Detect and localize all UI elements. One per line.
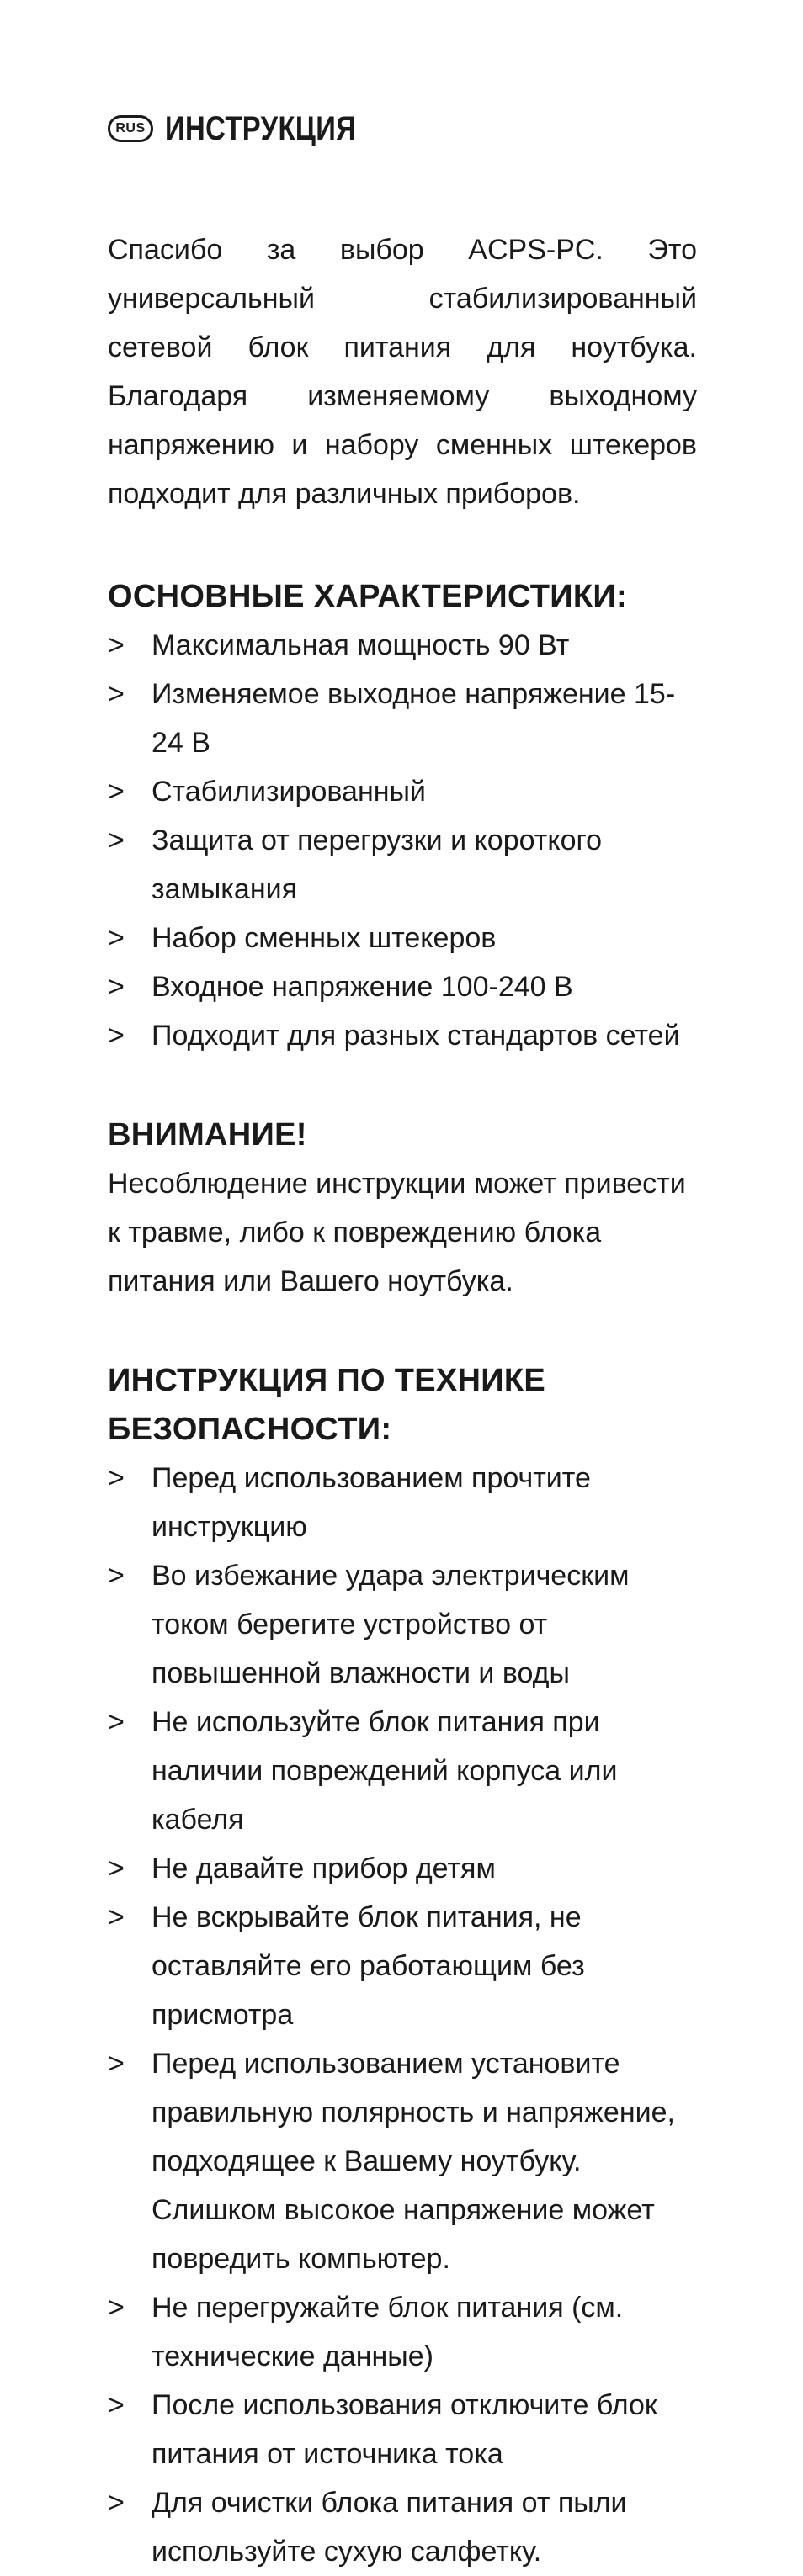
safety-text: Перед использованием прочтите инструкцию bbox=[152, 1462, 591, 1543]
safety-item bbox=[108, 2381, 697, 2478]
safety-item bbox=[108, 1844, 697, 1893]
feature-item bbox=[108, 914, 697, 962]
feature-item bbox=[108, 767, 697, 816]
bullet-marker: > bbox=[108, 629, 125, 661]
safety-item bbox=[108, 1551, 697, 1698]
feature-text: Максимальная мощность 90 Вт bbox=[152, 629, 570, 661]
bullet-marker: > bbox=[108, 1852, 125, 1884]
safety-item bbox=[108, 2283, 697, 2381]
bullet-marker: > bbox=[108, 922, 125, 954]
bullet-marker: > bbox=[108, 1706, 125, 1738]
bullet-marker: > bbox=[108, 1020, 125, 1052]
safety-heading-line: ИНСТРУКЦИЯ ПО ТЕХНИКЕ bbox=[108, 1363, 546, 1398]
feature-text: Защита от перегрузки и короткого замыкания bbox=[152, 824, 603, 905]
safety-item bbox=[108, 1698, 697, 1844]
bullet-marker: > bbox=[108, 2048, 125, 2080]
feature-item bbox=[108, 816, 697, 914]
feature-text: Изменяемое выходное напряжение 15-24 В bbox=[152, 678, 676, 759]
safety-text: Для очистки блока питания от пыли используйте сухую салфетку. bbox=[152, 2487, 627, 2568]
safety-text: Не вскрывайте блок питания, не оставляйте его работающим без присмотра bbox=[152, 1901, 585, 2031]
warning-heading: ВНИМАНИЕ! bbox=[108, 1117, 307, 1153]
bullet-marker: > bbox=[108, 971, 125, 1003]
safety-text: Не перегружайте блок питания (см. технические данные) bbox=[152, 2292, 624, 2372]
page-title: ИНСТРУКЦИЯ bbox=[165, 109, 357, 147]
safety-item bbox=[108, 2478, 697, 2576]
feature-text: Стабилизированный bbox=[152, 776, 426, 808]
features-heading: ОСНОВНЫЕ ХАРАКТЕРИСТИКИ: bbox=[108, 579, 627, 614]
bullet-marker: > bbox=[108, 2389, 125, 2421]
safety-heading-line: БЕЗОПАСНОСТИ: bbox=[108, 1412, 392, 1447]
safety-item bbox=[108, 1454, 697, 1551]
feature-item bbox=[108, 962, 697, 1011]
instruction-page bbox=[108, 99, 697, 2576]
bullet-marker: > bbox=[108, 1901, 125, 1933]
bullet-marker: > bbox=[108, 1560, 125, 1592]
feature-item bbox=[108, 1011, 697, 1060]
bullet-marker: > bbox=[108, 1462, 125, 1494]
feature-text: Набор сменных штекеров bbox=[152, 922, 497, 954]
features-list bbox=[108, 621, 697, 1060]
bullet-marker: > bbox=[108, 824, 125, 856]
title-row bbox=[108, 99, 697, 158]
bullet-marker: > bbox=[108, 2487, 125, 2519]
language-badge: RUS bbox=[108, 115, 153, 142]
bullet-marker: > bbox=[108, 678, 125, 710]
safety-heading bbox=[108, 1356, 697, 1454]
safety-text: После использования отключите блок питания от источника тока bbox=[152, 2389, 657, 2470]
warning-text: Несоблюдение инструкции может привести к травме, либо к повреждению блока питания или Вашего ноутбука. bbox=[108, 1168, 686, 1297]
feature-item bbox=[108, 670, 697, 767]
bullet-marker: > bbox=[108, 776, 125, 808]
safety-text: Не используйте блок питания при наличии повреждений корпуса или кабеля bbox=[152, 1706, 618, 1836]
intro-paragraph: Спасибо за выбор ACPS-PC. Это универсальный стабилизированный сетевой блок питания для ноутбука. Благодаря изменяемому выходному напряжению и набору сменных штекеров подходит для различных приборов. bbox=[108, 234, 697, 510]
safety-text: Во избежание удара электрическим током берегите устройство от повышенной влажности и воды bbox=[152, 1560, 630, 1689]
safety-item bbox=[108, 2039, 697, 2283]
bullet-marker: > bbox=[108, 2292, 125, 2324]
feature-text: Подходит для разных стандартов сетей bbox=[152, 1020, 680, 1052]
safety-item bbox=[108, 1893, 697, 2039]
safety-text: Не давайте прибор детям bbox=[152, 1852, 496, 1884]
safety-text: Перед использованием установите правильную полярность и напряжение, подходящее к Вашему ноутбуку. Слишком высокое напряжение может повредить компьютер. bbox=[152, 2048, 675, 2275]
feature-text: Входное напряжение 100-240 В bbox=[152, 971, 573, 1003]
feature-item bbox=[108, 621, 697, 670]
